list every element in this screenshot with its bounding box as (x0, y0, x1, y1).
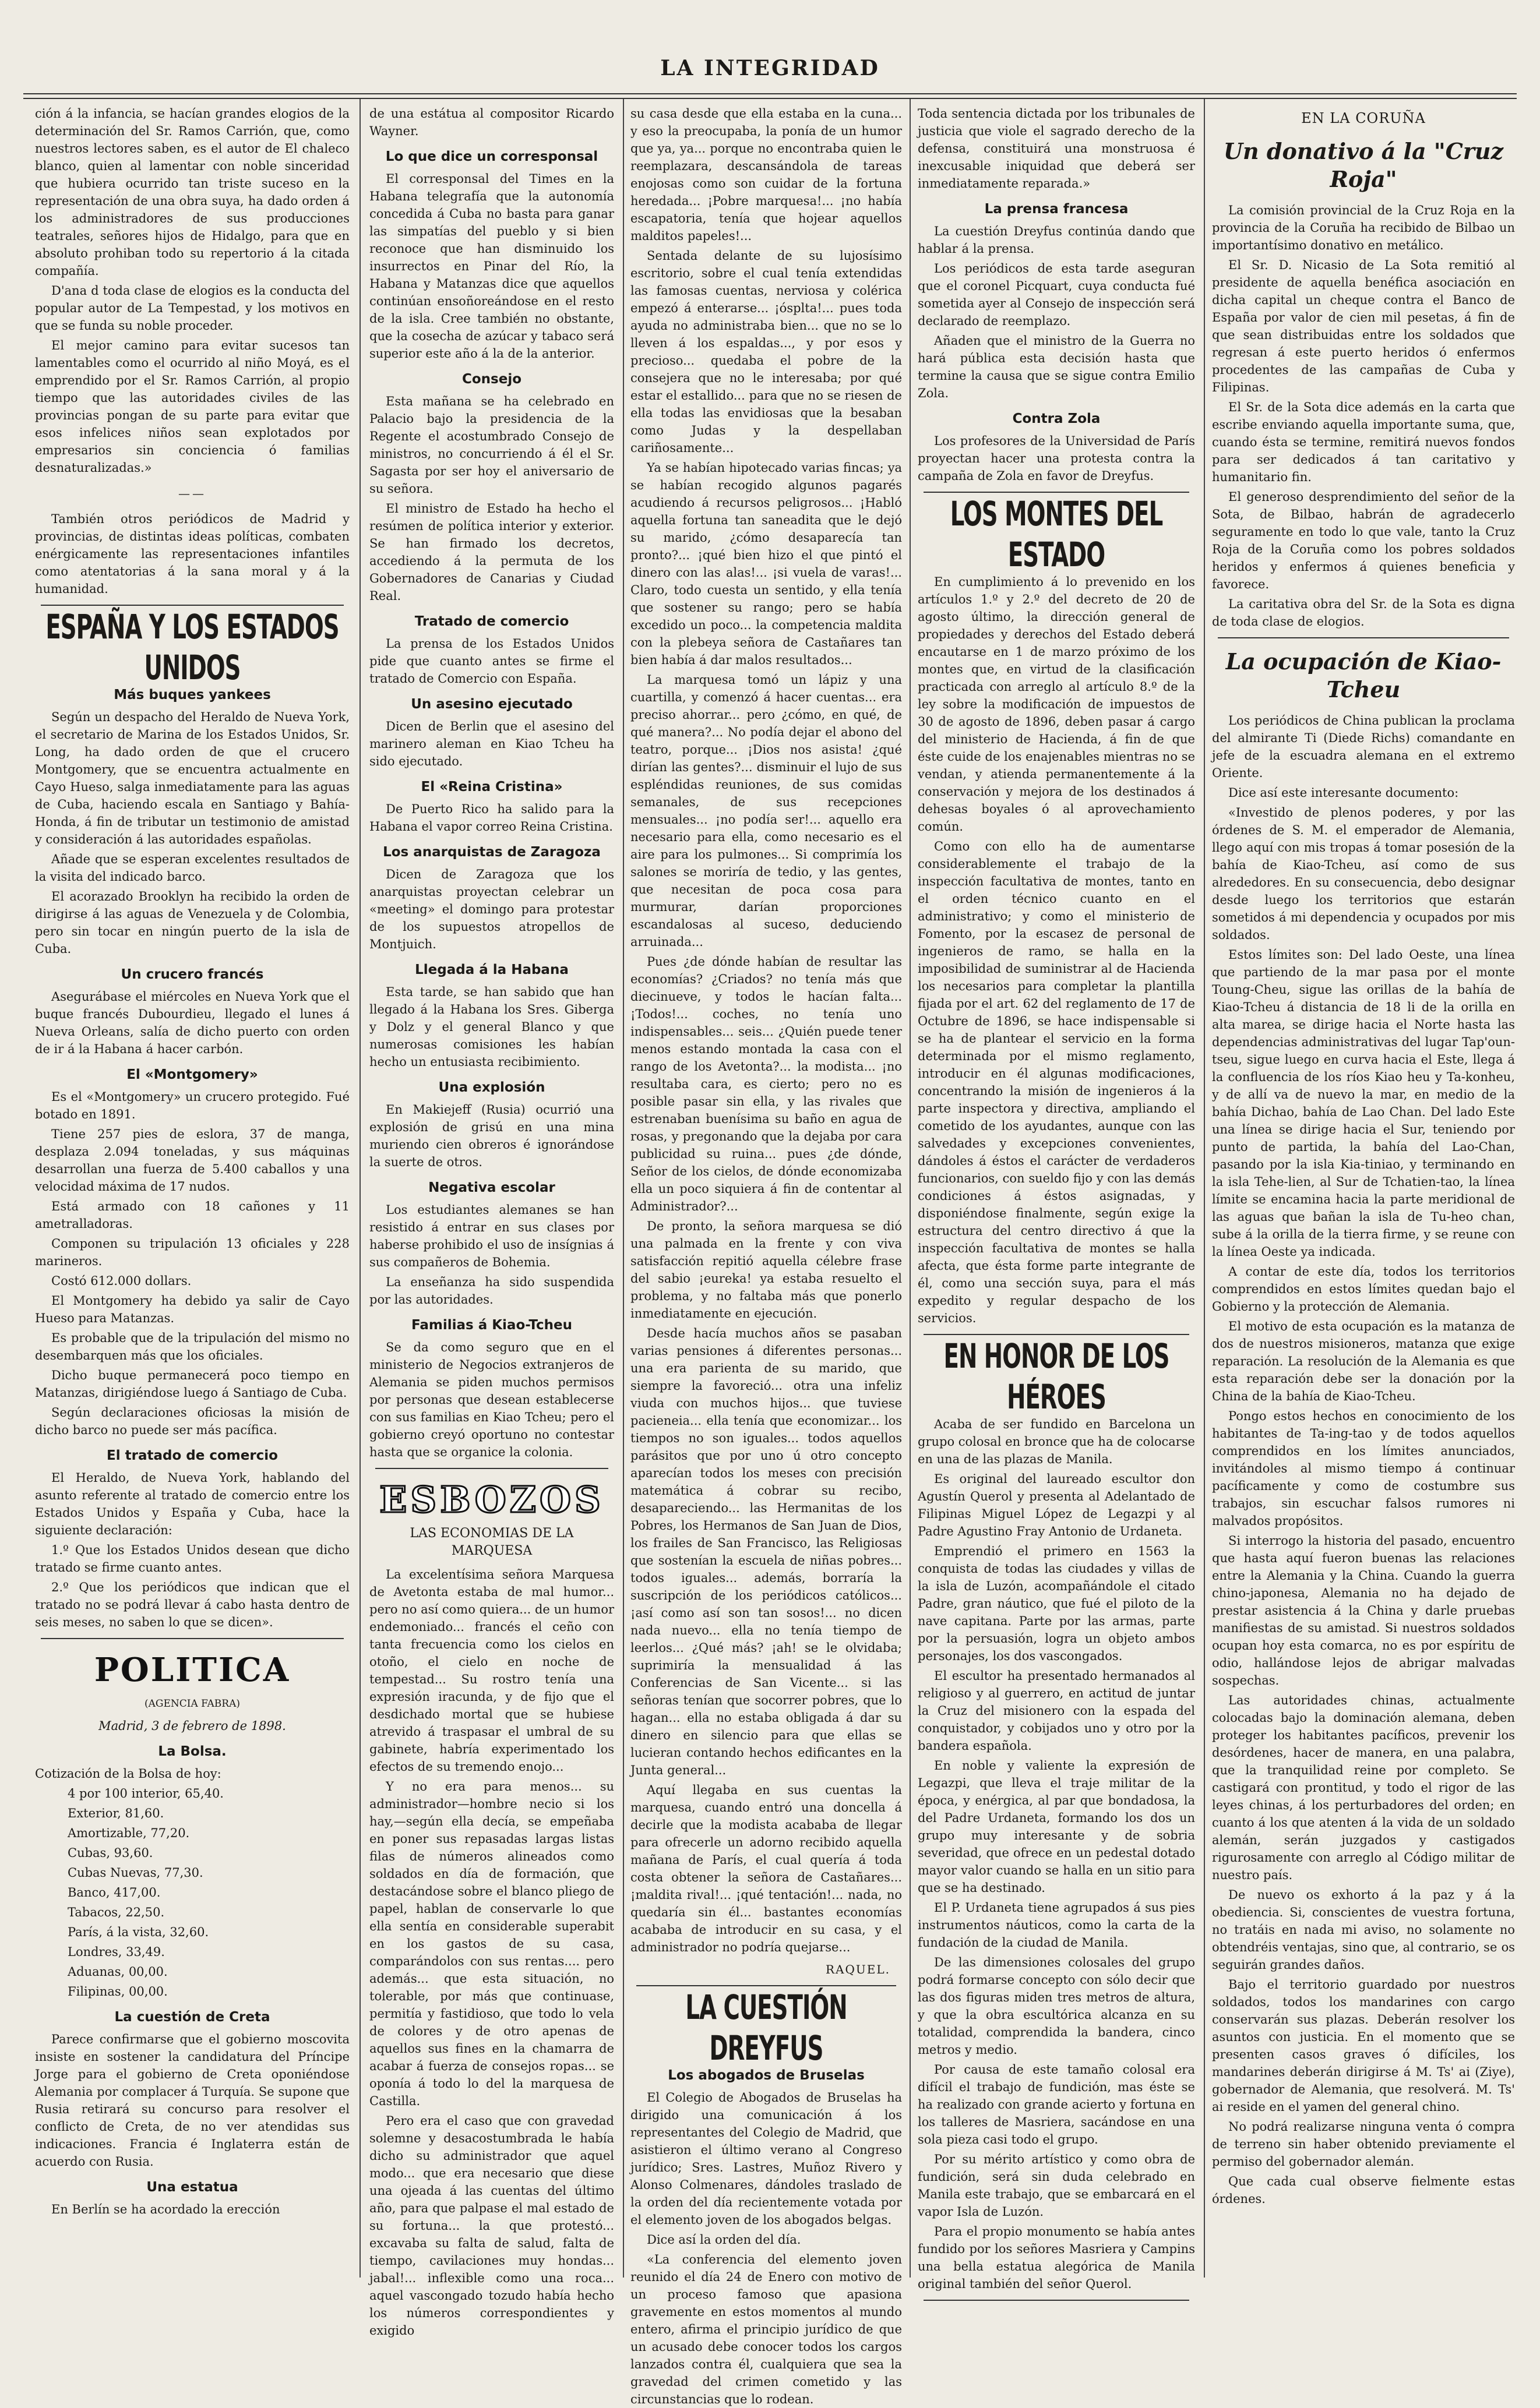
paragraph: El Sr. D. Nicasio de La Sota remitió al presidente de aquella benéfica asociación en dicha capital un cheque contra el Banco de España por valor de cien mil pesetas, á fin de que sean distribuidas entre los soldados que regresan á este puerto heridos ó enfermos procedentes de las campañas de Cuba y Filipinas. (1212, 258, 1515, 394)
paragraph: En noble y valiente la expresión de Legazpi, que lleva el traje militar de la época, y enérgica, al par que bondadosa, la del Padre Urdaneta, formando los dos un grupo muy interesante y de sobria severidad, que ofrece en un pedestal dotado mayor valor cuando se halla en un sitio para que se ha destinado. (918, 1759, 1195, 1895)
paragraph: En cumplimiento á lo prevenido en los artículos 1.º y 2.º del decreto de 20 de agosto último, la dirección general de propiedades y derechos del Estado deberá encautarse en 1 de marzo próximo de los montes que, en virtud de la clasificación practicada con arreglo al artículo 8.º de la ley sobre la modificación de impuestos de 30 de agosto de 1896, deben pasar á cargo del ministerio de Hacienda, á fin de que éste cuide de los enajenables mientras no se vendan, y atienda permanentemente á la conservación y mejora de los destinados á dehesas boyales ó al aprovechamiento común. (918, 575, 1195, 834)
paragraph: La marquesa tomó un lápiz y una cuartilla, y comenzó á hacer cuentas... era preciso ahorrar... pero ¿cómo, en qué, de qué manera?... No podía dejar el abono del teatro, porque... ¡Dios nos asista! ¿qué dirían las gentes?... disminuir el lujo de sus espléndidas reuniones, de sus comidas semanales, de sus recepciones mensuales... ¡no podía ser!... aquello era necesario para ella, como necesario es el aire para los pulmones... Si comprimía los salones se moriría de tedio, y las gentes, que necesitan de poca cosa para murmurar, darían proporciones escandalosas al suceso, deduciendo arruinada... (630, 673, 902, 949)
column-rule (910, 99, 911, 2278)
section-heading: ESBOZOS (379, 1478, 604, 1521)
stock-quote-line: 4 por 100 interior, 65,40. (68, 1786, 224, 1800)
subheading: El «Montgomery» (126, 1067, 258, 1082)
paragraph: Y no era para menos... su administrador—hombre necio si los hay,—según ella decía, se empeñaba en poner sus repasadas largas listas filas de números alineados como soldados en día de formación, que destacándose sobre el blanco pliego de papel, hablan de conservarle lo que ella sentía en considerable superabit en los gastos de su casa, comparándolos con sus rentas.... pero además... que esta situación, no tolerable, por más que continuase, permitía y fastidioso, que todo lo vela de colores y de otro apenas de aquellos sus fines en la chamarra de acabar á fuerza de consejos ropas... se oponía á todo lo del la marquesa de Castilla. (369, 1779, 614, 2108)
paragraph: A contar de este día, todos los territorios comprendidos en estos límites quedan bajo el Gobierno y la protección de Alemania. (1212, 1265, 1515, 1314)
column-rule (360, 99, 361, 2278)
paragraph: Ya se habían hipotecado varias fincas; ya se habían recogido algunos pagarés acudiendo á recursos peligrosos... ¡Habló aquella fortuna tan saneadita que le dejó su marido, ¿cómo desaparecía tan pronto?... ¡qué bien hizo el que pintó el dinero con las alas!... ¡si vuela de varas!... Claro, todo cuesta un sentido, y ella tenía que sostener su rango; pero se había excedido un poco... la competencia maldita con la plebeya señora de Castañares tan bien había á dar malos resultados... (630, 461, 902, 667)
column-3 (630, 105, 902, 2406)
paragraph: Para el propio monumento se había antes fundido por los señores Masriera y Campins una bella estatua alegórica de Manila original también del señor Querol. (918, 2225, 1195, 2291)
column-2 (369, 105, 614, 2338)
paragraph: Costó 612.000 dollars. (51, 1274, 192, 1288)
paragraph: Es el «Montgomery» un crucero protegido. Fué botado en 1891. (35, 1090, 350, 1121)
paragraph: Sentada delante de su lujosísimo escritorio, sobre el cual tenía extendidas las famosas cuentas, nerviosa y colérica empezó á enterarse... ¡ósplta!... pues toda ayuda no administraba bien... que no se lo lleven á los espaldas..., y por esos y precioso... quedaba el pobre de la consejera que no le interesaba; por qué estar el estallido... para que no se riesen de ella todas las envidiosas que la besaban como Judas y la despellaban cariñosamente... (630, 249, 902, 455)
paragraph: La comisión provincial de la Cruz Roja en la provincia de la Coruña ha recibido de Bilbao un importantísimo donativo en metálico. (1212, 203, 1515, 252)
divider (924, 2300, 1189, 2301)
column-4 (918, 105, 1195, 2291)
subheading: Más buques yankees (114, 687, 271, 702)
paragraph: El Montgomery ha debido ya salir de Cayo Hueso para Matanzas. (35, 1294, 350, 1325)
paragraph: Las autoridades chinas, actualmente colocadas bajo la dominación alemana, deben proteger los habitantes pacíficos, prevenir los desórdenes, hacer de manera, en una palabra, que la tranquilidad reine por completo. Se castigará con prontitud, y todo el rigor de las leyes chinas, á los perturbadores del orden; en cuanto á los que atenten á la vida de un soldado alemán, serán juzgados y castigados rigurosamente con arreglo al Código militar de nuestro país. (1212, 1693, 1515, 1882)
paragraph: El mejor camino para evitar sucesos tan lamentables como el ocurrido al niño Moyá, es el emprendido por el Sr. Ramos Carrión, al propio tiempo que las autoridades civiles de las provincias pongan de su parte para evitar que esos infelices niños sean explotados por empresarios sin conciencia ó familias desnaturalizadas.» (35, 338, 350, 475)
stock-quote-line: Tabacos, 22,50. (68, 1905, 165, 1919)
paragraph: Cotización de la Bolsa de hoy: (35, 1767, 221, 1781)
paragraph: Pues ¿de dónde habían de resultar las economías? ¿Criados? no tenía más que diecinueve, y todos le hacían falta... ¡Todos!... coches, no tenía uno indispensables... seis... ¿Quién puede tener menos estando montada la casa con el rango de los Avetonta?... la modista... ¡no resultaba cara, es cierto; pero no es posible pasar sin ella, y las rivales que estrenaban buenísima su baño en agua de rosas, y pregonando que la dejaba por cara publicidad su ruina... pues ¿de dónde, Señor de los cielos, de dónde economizaba ella un poco siquiera á fin de contentar al Administrador?... (630, 955, 902, 1213)
divider (41, 605, 344, 606)
column-rule (623, 99, 624, 2278)
section-heading: Un donativo á la "Cruz Roja" (1223, 138, 1504, 192)
paragraph: La prensa de los Estados Unidos pide que cuanto antes se firme el tratado de Comercio con España. (369, 637, 614, 686)
paragraph: Estos límites son: Del lado Oeste, una línea que partiendo de la mar pasa por el monte Toung-Cheu, sigue las orillas de la bahía de Kiao-Tcheu á distancia de 18 li de la orilla en alta marea, se dirige hacia el Norte hasta las dependencias administrativas del lugar Tap'oun-tseu, sigue luego en curva hacia el Este, llega á la confluencia de los ríos Kiao heu y Ta-konheu, y de allí va de nuevo la mar, en medio de la bahía Dichao, bahía de Lao Chan. Del lado Este una línea se dirige hacia el Sur, teniendo por punto de partida, la bahía del Lao-Chan, pasando por la isla Kia-tiniao, y terminando en la isla Tehe-lien, al Sur de Tchatien-tao, la línea límite se encamina hacia la parte meridional de las aguas que bañan la isla de Tu-heo chan, sube á la orilla de la tierra firme, y se reune con la línea Oeste ya indicada. (1212, 948, 1515, 1259)
paragraph: No podrá realizarse ninguna venta ó compra de terreno sin haber obtenido previamente el permiso del gobernador alemán. (1212, 2120, 1515, 2169)
divider (41, 1638, 344, 1639)
paragraph: Dicen de Zaragoza que los anarquistas proyectan celebrar un «meeting» el domingo para protestar de los supuestos atropellos de Montjuich. (369, 867, 614, 951)
paragraph: Pero era el caso que con gravedad solemne y desacostumbrada le había dicho su administrador que aquel modo... que era necesario que diese una ojeada á las cuentas del último año, para que palpase el mal estado de su fortuna... la que protestó... excavaba su falta de salud, falta de tiempo, cavilaciones muy hondas... jabal!... inflexible como una roca... aquel vascongado tozudo había hecho los números correspondientes y exigido (369, 2114, 614, 2338)
paragraph: Es probable que de la tripulación del mismo no desembarquen más que los oficiales. (35, 1331, 350, 1362)
paragraph: Que cada cual observe fielmente estas órdenes. (1212, 2174, 1515, 2206)
paragraph: 1.º Que los Estados Unidos desean que dicho tratado se firme cuanto antes. (35, 1543, 350, 1574)
subheading: Una explosión (438, 1080, 545, 1095)
paragraph: De nuevo os exhorto á la paz y á la obediencia. Si, conscientes de vuestra fortuna, no tratáis en nada mi aviso, no solamente no obtendréis ventajas, sino que, al contrario, se os seguirán grandes daños. (1212, 1888, 1515, 1972)
paragraph: La enseñanza ha sido suspendida por las autoridades. (369, 1275, 614, 1307)
section-heading: ESPAÑA Y LOS ESTADOS UNIDOS (45, 608, 339, 688)
paragraph: Dicho buque permanecerá poco tiempo en Matanzas, dirigiéndose luego á Santiago de Cuba. (35, 1368, 350, 1400)
section-heading: LA CUESTIÓN DREYFUS (685, 1988, 847, 2068)
stock-quote-line: Aduanas, 00,00. (68, 1965, 168, 1979)
paragraph: También otros periódicos de Madrid y provincias, de distintas ideas políticas, combaten enérgicamente las representaciones infantiles como atentatorias á la sana moral y á la humanidad. (35, 512, 350, 596)
author-signature: RAQUEL. (826, 1962, 890, 1976)
paragraph: La cuestión Dreyfus continúa dando que hablar á la prensa. (918, 224, 1195, 256)
subheading: Llegada á la Habana (415, 962, 569, 977)
subheading: Negativa escolar (428, 1180, 555, 1195)
subheading: Un crucero francés (121, 967, 264, 982)
paragraph: Esta tarde, se han sabido que han llegado á la Habana los Sres. Giberga y Dolz y el general Blanco y que numerosas comisiones les habían hecho un entusiasta recibimiento. (369, 985, 614, 1069)
stock-quote-line: Banco, 417,00. (68, 1886, 161, 1899)
paragraph: 2.º Que los periódicos que indican que el tratado no se podrá llevar á cabo hasta dentro de seis meses, no saben lo que se dicen». (35, 1580, 350, 1629)
paragraph: Acaba de ser fundido en Barcelona un grupo colosal en bronce que ha de colocarse en una de las plazas de Manila. (918, 1417, 1195, 1466)
section-heading: La ocupación de Kiao-Tcheu (1225, 648, 1502, 702)
subheading: El «Reina Cristina» (421, 779, 563, 795)
paragraph: Emprendió el primero en 1563 la conquista de todas las ciudades y villas de la isla de Luzón, acompañándole el citado Padre, gran náutico, que fué el piloto de la nave capitana. Parte por las armas, parte por la persuasión, logra un objeto ambos personajes, los dos vascongados. (918, 1544, 1195, 1663)
paragraph: Aquí llegaba en sus cuentas la marquesa, cuando entró una doncella á decirle que la modista acababa de llegar para ofrecerle un adorno recibido aquella mañana de París, el cual quería á toda costa obtener la señora de Castañares... ¡maldita rival!... ¡qué tentación!... nada, no quedaría sin él... bastantes economías acababa de introducir en su casa, y el administrador no podría quejarse... (630, 1783, 902, 1954)
paragraph: Según un despacho del Heraldo de Nueva York, el secretario de Marina de los Estados Unidos, Sr. Long, ha dado orden de que el crucero Montgomery, que se encuentra actualmente en Cayo Hueso, salga inmediatamente para las aguas de Cuba, haciendo escala en Santiago y Bahía-Honda, á fin de tributar un testimonio de amistad y consideración á las autoridades españolas. (35, 710, 350, 846)
subheading: El tratado de comercio (107, 1448, 278, 1463)
stock-quote-line: Londres, 33,49. (68, 1945, 165, 1959)
dateline: Madrid, 3 de febrero de 1898. (98, 1719, 286, 1733)
stock-quote-line: Amortizable, 77,20. (68, 1826, 190, 1840)
subheading: La prensa francesa (984, 202, 1129, 217)
paragraph: Componen su tripulación 13 oficiales y 228 marineros. (35, 1237, 350, 1268)
paragraph: D'ana d toda clase de elogios es la conducta del popular autor de La Tempestad, y los motivos en que se funda su noble proceder. (35, 284, 350, 333)
paragraph: Por causa de este tamaño colosal era difícil el trabajo de fundición, mas éste se ha realizado con grande acierto y fortuna en los talleres de Masriera, sacándose en una sola pieza casi todo el grupo. (918, 2063, 1195, 2146)
paragraph: Los profesores de la Universidad de París proyectan hacer una protesta contra la campaña de Zola en favor de Dreyfus. (918, 434, 1195, 483)
paragraph: Por su mérito artístico y como obra de fundición, será sin duda celebrado en Manila este trabajo, que se embarcará en el vapor Isla de Luzón. (918, 2152, 1195, 2219)
stock-quote-line: Cubas, 93,60. (68, 1846, 153, 1860)
subheading: La Bolsa. (158, 1744, 227, 1759)
section-heading: EN HONOR DE LOS HÉROES (943, 1337, 1169, 1417)
paragraph: Los periódicos de China publican la proclama del almirante Ti (Diede Richs) comandante en jefe de la escuadra alemana en el extremo Oriente. (1212, 714, 1515, 780)
agency-credit: (AGENCIA FABRA) (145, 1698, 240, 1710)
paragraph: La excelentísima señora Marquesa de Avetonta estaba de mal humor... pero no así como quiera... de un humor endemoniado... francés el ceño con tanta frecuencia como los cielos en otoño, el cielo en noche de tempestad... Su rostro tenía una expresión iracunda, y de fijo que el desdichado mortal que se hubiese atrevido á traspasar el umbral de su gabinete, habría experimentado los efectos de su tremendo enojo... (369, 1567, 614, 1774)
paragraph: El corresponsal del Times en la Habana telegrafía que la autonomía concedida á Cuba no basta para ganar las simpatías del pueblo y si bien reconoce que han disminuido los insurrectos en Pinar del Río, la Habana y Matanzas dice que aquellos continúan ensoñoreándose en el resto de la isla. Cree también no obstante, que la cosecha de azúcar y tabaco será superior este año á la de la anterior. (369, 172, 614, 361)
paragraph: Como con ello ha de aumentarse considerablemente el trabajo de la inspección facultativa de montes, tanto en el orden técnico cuanto en el administrativo; y como el ministerio de Fomento, por la escasez de personal de ingenieros de ramo, se halla en la imposibilidad de suministrar al de Hacienda los necesarios para completar la plantilla fijada por el art. 62 del reglamento de 17 de Octubre de 1896, se hace indispensable si se ha de plantear el servicio en la forma determinada por el mismo reglamento, introducir en él algunas modificaciones, concentrando la misión de ingenieros á la parte inspectora y directiva, ampliando el cometido de los ayudantes, aunque con las salvedades y excepciones convenientes, dándoles á éstos el carácter de verdaderos funcionarios, con sueldo fijo y con las demás condiciones á éstos asignadas, y disponiéndose finalmente, según exige la estructura del centro directivo á que la inspección facultativa de montes se halla afecta, que ésta forme parte integrante de él, como una sección suya, para el más expedito y regular despacho de los servicios. (918, 839, 1195, 1325)
paragraph: Toda sentencia dictada por los tribunales de justicia que viole el sagrado derecho de la defensa, constituirá una monstruosa é inexcusable iniquidad que deberá ser inmediatamente reparada.» (918, 107, 1195, 190)
paragraph: Añade que se esperan excelentes resultados de la visita del indicado barco. (35, 852, 350, 884)
masthead-rule (23, 93, 1517, 99)
paragraph: Dicen de Berlin que el asesino del marinero aleman en Kiao Tcheu ha sido ejecutado. (369, 719, 614, 768)
column-1 (35, 105, 350, 2269)
section-heading: POLITICA (94, 1651, 291, 1689)
subheading: Tratado de comercio (414, 614, 569, 629)
paragraph: El ministro de Estado ha hecho el resúmen de política interior y exterior. Se han firmado los decretos, accediendo á la permuta de los Gobernadores de Canarias y Ciudad Real. (369, 502, 614, 603)
subheading: Contra Zola (1012, 411, 1101, 426)
article-subtitle: LAS ECONOMIAS DE LA MARQUESA (410, 1526, 574, 1558)
divider (924, 1334, 1189, 1335)
subheading: Un asesino ejecutado (411, 697, 573, 712)
subheading: La cuestión de Creta (114, 2010, 270, 2025)
paragraph: En Berlín se ha acordado la erección (51, 2202, 280, 2216)
masthead: LA INTEGRIDAD (660, 56, 880, 80)
paragraph: Tiene 257 pies de eslora, 37 de manga, desplaza 2.094 toneladas, y sus máquinas desarrollan una fuerza de 5.400 caballos y una velocidad máxima de 17 nudos. (35, 1127, 350, 1194)
paragraph: Dice así la orden del día. (647, 2233, 801, 2247)
section-heading: LOS MONTES DEL ESTADO (950, 495, 1163, 575)
paragraph: El motivo de esta ocupación es la matanza de dos de nuestros misioneros, matanza que exige reparación. La resolución de la Alemania es que esta reparación debe ser la donación por la China de la bahía de Kiao-Tcheu. (1212, 1319, 1515, 1403)
paragraph: El Colegio de Abogados de Bruselas ha dirigido una comunicación á los representantes del Colegio de Madrid, que asistieron el último verano al Congreso jurídico; Sres. Lastres, Muñoz Rivero y Alonso Colmenares, dándoles traslado de la orden del día recientemente votada por el elemento joven de los abogados belgas. (630, 2091, 902, 2227)
paragraph: La caritativa obra del Sr. de la Sota es digna de toda clase de elogios. (1212, 597, 1515, 629)
paragraph: Según declaraciones oficiosas la misión de dicho barco no puede ser más pacífica. (35, 1406, 350, 1437)
stock-quote-line: Exterior, 81,60. (68, 1806, 164, 1820)
section-kicker: EN LA CORUÑA (1301, 110, 1426, 126)
subheading: Consejo (461, 372, 522, 387)
paragraph: Desde hacía muchos años se pasaban varias pensiones á diferentes personas... una era parienta de su marido, que siempre la favoreció... otra una infeliz viuda con muchos hijos... que tuviese pacieneia... ella tenía que economizar... los tiempos no son iguales... todos aquellos parásitos que por uno ú otro concepto aparecían todos los meses con precisión matemática á cobrar su recibo, desapareciendo... las Hermanitas de los Pobres, los Hermanos de San Juan de Dios, los frailes de San Francisco, las Religiosas que sostenían la escuela de niñas pobres... todos iguales... además, borraría la suscripción de los periódicos católicos... ¡así como así son tan sosos!... no dicen nada nuevo... ella no tenía tiempo de leerlos... ¿Qué más? ¡ah! se le olvidaba; suprimiría la mensualidad á las Conferencias de San Vicente... si las señoras tenían que socorrer pobres, que lo hagan... ella no estaba obligada á dar su dinero en silencio para que ellas se lucieran contando hechos edificantes en la Junta general... (630, 1326, 902, 1777)
stock-quote-line: París, á la vista, 32,60. (68, 1925, 209, 1939)
paragraph: De Puerto Rico ha salido para la Habana el vapor correo Reina Cristina. (369, 802, 614, 834)
paragraph: El Heraldo, de Nueva York, hablando del asunto referente al tratado de comercio entre los Estados Unidos y España y Cuba, hace la siguiente declaración: (35, 1471, 350, 1537)
divider (375, 1468, 608, 1469)
stock-quote-line: Cubas Nuevas, 77,30. (68, 1866, 203, 1880)
paragraph: Bajo el territorio guardado por nuestros soldados, todos los mandarines con cargo conservarán sus plazas. Deberán resolver los asuntos con justicia. En el momento que se presenten casos graves ó difíciles, los mandarines deberán dirigirse á M. Ts' ai (Ziye), gobernador de Alemania, que resolverá. M. Ts' ai reside en el yamen del general chino. (1212, 1978, 1515, 2114)
stock-quote-line: Filipinas, 00,00. (68, 1985, 168, 1999)
subheading: Familias á Kiao-Tcheu (411, 1318, 573, 1333)
paragraph: Añaden que el ministro de la Guerra no hará pública esta decisión hasta que termine la causa que se sigue contra Emilio Zola. (918, 334, 1195, 400)
paragraph: Los periódicos de esta tarde aseguran que el coronel Picquart, cuya conducta fué sometida ayer al Consejo de inspección será declarado de reemplazo. (918, 262, 1195, 328)
paragraph: Pongo estos hechos en conocimiento de los habitantes de Ta-ing-tao y de todos aquellos comprendidos en los límites anunciados, invitándoles al mismo tiempo á continuar pacíficamente y como de costumbre sus trabajos, sin escuchar falsos rumores ni malvados propósitos. (1212, 1409, 1515, 1528)
subheading: Los anarquistas de Zaragoza (383, 845, 601, 860)
paragraph: Se da como seguro que en el ministerio de Negocios extranjeros de Alemania se piden muchos permisos por personas que desean establecerse con sus familias en Kiao Tcheu; pero el gobierno creyó oportuno no contestar hasta que se organice la colonia. (369, 1340, 614, 1459)
paragraph: ción á la infancia, se hacían grandes elogios de la determinación del Sr. Ramos Carrión, que, como nuestros lectores saben, es el autor de El chaleco blanco, quien al lamentar con noble sinceridad que hubiera ocurrido tan triste suceso en la representación de una obra suya, ha dado orden á los administradores de sus producciones teatrales, señores hijos de Hidalgo, para que en absoluto prohiban todo su repertorio á la citada compañía. (35, 107, 350, 278)
paragraph: Es original del laureado escultor don Agustín Querol y presenta al Adelantado de Filipinas Miguel López de Legazpi y al Padre Agustino Fray Antonio de Urdaneta. (918, 1472, 1195, 1538)
paragraph: El acorazado Brooklyn ha recibido la orden de dirigirse á las aguas de Venezuela y de Colombia, pero sin tocar en ningún puerto de la isla de Cuba. (35, 889, 350, 956)
divider (636, 1985, 896, 1986)
paragraph: Está armado con 18 cañones y 11 ametralladoras. (35, 1199, 350, 1231)
paragraph: de una estátua al compositor Ricardo Wayner. (369, 107, 614, 138)
paragraph: su casa desde que ella estaba en la cuna... y eso la preocupaba, la ponía de un humor que ya, ya... porque no encontraba quien le reemplazara, descansándola de tareas enojosas como son cuidar de la fortuna heredada... ¡Pobre marquesa!... ¡no había escapatoria, tenía que hojear aquellos malditos papeles!... (630, 107, 902, 243)
paragraph: «La conferencia del elemento joven reunido el día 24 de Enero con motivo de un proceso famoso que apasiona gravemente en estos momentos al mundo entero, afirma el principio jurídico de que un acusado debe conocer todos los cargos lanzados contra él, cualquiera que sea la gravedad del crimen cometido y las circunstancias que lo rodean. (630, 2252, 902, 2406)
paragraph: Dice así este interesante documento: (1228, 786, 1459, 800)
column-5 (1212, 105, 1515, 2269)
subheading: Lo que dice un corresponsal (385, 149, 598, 164)
paragraph: Parece confirmarse que el gobierno moscovita insiste en sostener la candidatura del Príncipe Jorge para el gobierno de Creta oponiéndose Alemania por complacer á Turquía. Se supone que Rusia retirará su concurso para resolver el conflicto de Creta, de no ver atendidas sus indicaciones. Francia é Inglaterra están de acuerdo con Rusia. (35, 2032, 350, 2169)
paragraph: El P. Urdaneta tiene agrupados á sus pies instrumentos náuticos, como la carta de la fundación de la ciudad de Manila. (918, 1901, 1195, 1950)
paragraph: «Investido de plenos poderes, y por las órdenes de S. M. el emperador de Alemania, llego aquí con mis tropas á tomar posesión de la bahía de Kiao-Tcheu, así como de sus alrededores. En su consecuencia, debo designar desde luego los territorios que estarán sometidos á mi dependencia y ocupados por mis soldados. (1212, 806, 1515, 942)
divider (1218, 637, 1509, 638)
paragraph: Si interrogo la historia del pasado, encuentro que hasta aquí fueron buenas las relaciones entre la Alemania y la China. Cuando la guerra chino-japonesa, Alemania no ha dejado de prestar asistencia á la China y darle pruebas manifiestas de su amistad. Si nuestros soldados ocupan hoy esta comarca, no es por espíritu de odio, hallándose lejos de abrigar malvadas sospechas. (1212, 1534, 1515, 1687)
subheading: Una estatua (146, 2180, 238, 2195)
column-rule (1204, 99, 1205, 2278)
ornament-divider: —— (178, 486, 206, 500)
paragraph: Los estudiantes alemanes se han resistido á entrar en sus clases por haberse prohibido el uso de insígnias á sus compañeros de Bohemia. (369, 1203, 614, 1269)
paragraph: El escultor ha presentado hermanados al religioso y al guerrero, en actitud de juntar la Cruz del misionero con la espada del conquistador, y cobijados uno y otro por la bandera española. (918, 1669, 1195, 1753)
paragraph: De las dimensiones colosales del grupo podrá formarse concepto con sólo decir que las dos figuras miden tres metros de altura, y que la obra escultórica alcanza en su totalidad, comprendida la bandera, cinco metros y medio. (918, 1955, 1195, 2057)
subheading: Los abogados de Bruselas (668, 2068, 865, 2083)
divider (924, 492, 1189, 493)
paragraph: De pronto, la señora marquesa se dió una palmada en la frente y con viva satisfacción repitió aquella célebre frase del sabio ¡eureka! ya estaba resuelto el problema, y no faltaba más que ponerlo inmediatamente en ejecución. (630, 1219, 902, 1320)
paragraph: El generoso desprendimiento del señor de la Sota, de Bilbao, habrán de agradecerlo seguramente en todo lo que vale, tanto la Cruz Roja de la Coruña como los pobres soldados heridos y enfermos á quienes beneficia y favorece. (1212, 490, 1515, 591)
paragraph: El Sr. de la Sota dice además en la carta que escribe enviando aquella importante suma, que, cuando ésta se termine, remitirá nuevos fondos para ser dedicados á tan caritativo y humanitario fin. (1212, 400, 1515, 484)
paragraph: Esta mañana se ha celebrado en Palacio bajo la presidencia de la Regente el acostumbrado Consejo de ministros, no concurriendo á él el Sr. Sagasta por ser hoy el aniversario de su señora. (369, 394, 614, 496)
paragraph: Asegurábase el miércoles en Nueva York que el buque francés Dubourdieu, llegado el lunes á Nueva Orleans, salía de dicho puerto con orden de ir á la Habana á hacer carbón. (35, 990, 350, 1056)
stock-quotes-list (35, 1785, 350, 2000)
paragraph: En Makiejeff (Rusia) ocurrió una explosión de grisú en una mina muriendo cien obreros é ignorándose la suerte de otros. (369, 1103, 614, 1169)
